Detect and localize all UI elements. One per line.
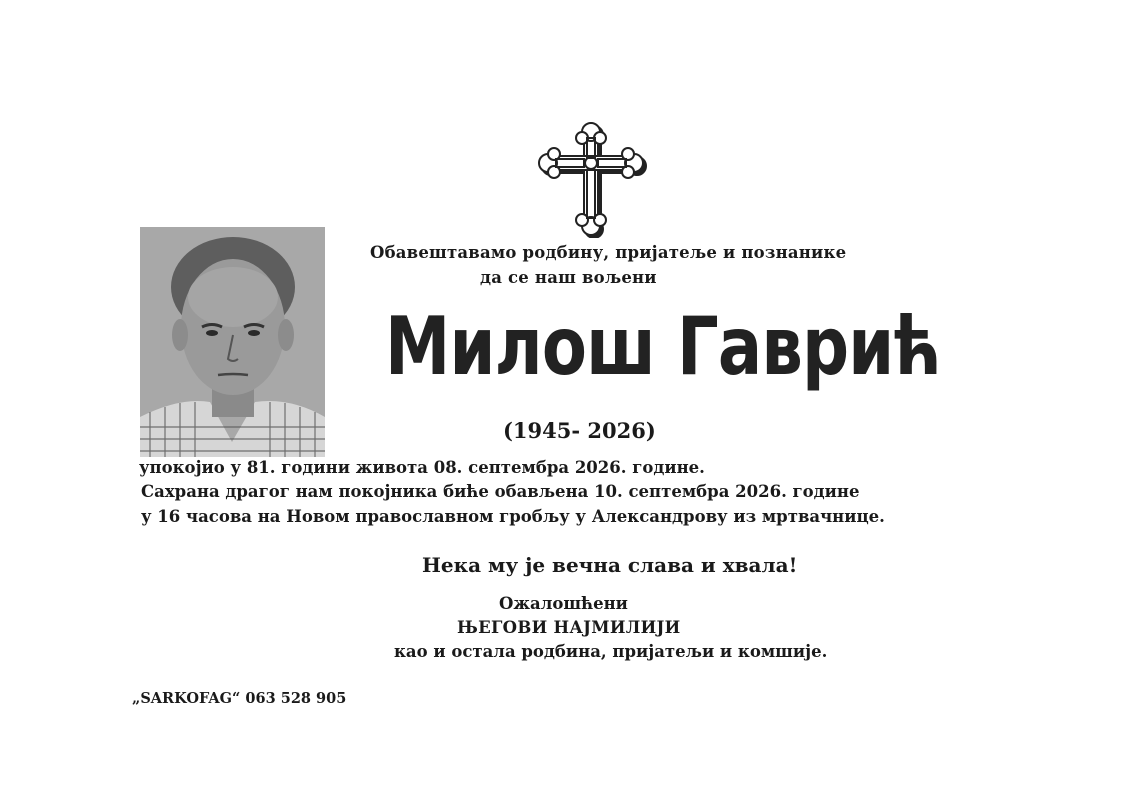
intro-line-2: да се наш вољени [480,268,657,287]
mourners-line-2: ЊЕГОВИ НАЈМИЛИЈИ [457,618,681,637]
intro-line-1: Обавештавамо родбину, пријатеље и познанике [370,243,847,262]
mourners-line-3: као и остала родбина, пријатељи и комшије. [394,642,828,661]
notice-line-1: упокојио у 81. години живота 08. септембра 2026. године. [139,458,705,477]
blessing-text: Нека му је вечна слава и хвала! [422,553,798,577]
notice-line-2: Сахрана драгог нам покојника биће обављена 10. септембра 2026. године [141,482,860,501]
mourners-line-1: Ожалошћени [499,594,628,613]
deceased-years: (1945- 2026) [503,418,656,443]
footer-contact: „SARKOFAG“ 063 528 905 [132,690,347,707]
portrait-photo [140,227,325,457]
deceased-name: Милош Гаврић [385,300,941,393]
notice-line-3: у 16 часова на Новом православном гробљу у Александрову из мртвачнице. [141,507,885,526]
cross-icon [538,116,648,238]
